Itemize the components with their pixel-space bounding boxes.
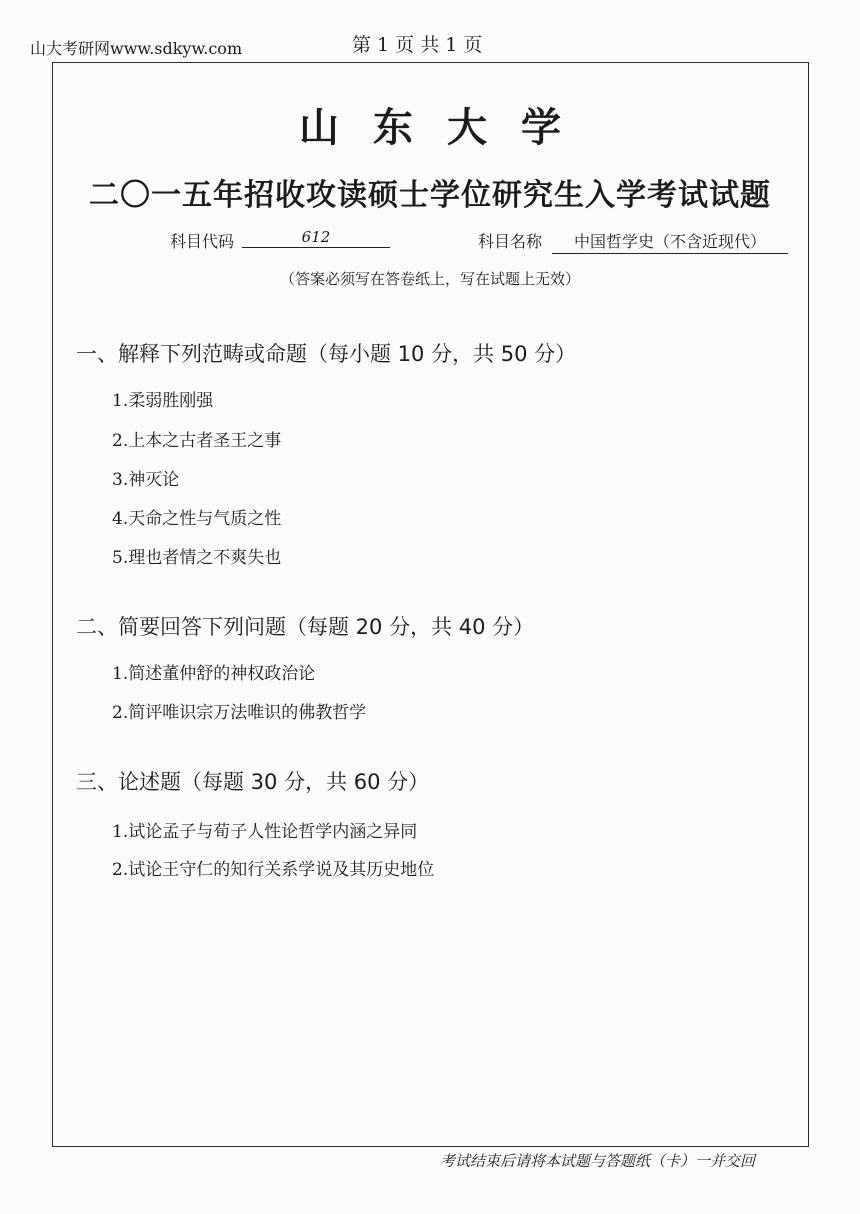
exam-frame xyxy=(52,62,809,1147)
subject-name-label: 科目名称 xyxy=(478,232,543,251)
subject-code-value: 612 xyxy=(242,228,390,248)
question-item: 1.柔弱胜刚强 xyxy=(112,391,214,411)
question-item: 2.简评唯识宗万法唯识的佛教哲学 xyxy=(112,703,367,723)
watermark: 山大考研网www.sdkyw.com xyxy=(30,39,243,58)
section-heading-1: 一、解释下列范畴或命题（每小题 10 分，共 50 分） xyxy=(76,342,577,366)
section-heading-2: 二、简要回答下列问题（每题 20 分，共 40 分） xyxy=(76,615,535,639)
university-name: 山东大学 xyxy=(299,104,595,151)
question-item: 2.上本之古者圣王之事 xyxy=(112,431,282,451)
question-item: 5.理也者情之不爽失也 xyxy=(112,548,282,568)
section-heading-3: 三、论述题（每题 30 分，共 60 分） xyxy=(76,770,430,794)
question-item: 2.试论王守仁的知行关系学说及其历史地位 xyxy=(112,860,435,880)
page-indicator: 第 1 页 共 1 页 xyxy=(352,34,483,56)
question-item: 4.天命之性与气质之性 xyxy=(112,509,282,529)
question-item: 3.神灭论 xyxy=(112,470,180,490)
footer-note: 考试结束后请将本试题与答题纸（卡）一并交回 xyxy=(440,1152,756,1170)
exam-title: 二〇一五年招收攻读硕士学位研究生入学考试试题 xyxy=(89,178,771,213)
question-item: 1.试论孟子与荀子人性论哲学内涵之异同 xyxy=(112,822,418,842)
subject-name-value: 中国哲学史（不含近现代） xyxy=(552,229,788,254)
answer-notice: （答案必须写在答卷纸上，写在试题上无效） xyxy=(279,270,580,288)
question-item: 1.简述董仲舒的神权政治论 xyxy=(112,664,316,684)
subject-code-label: 科目代码 xyxy=(170,232,235,251)
